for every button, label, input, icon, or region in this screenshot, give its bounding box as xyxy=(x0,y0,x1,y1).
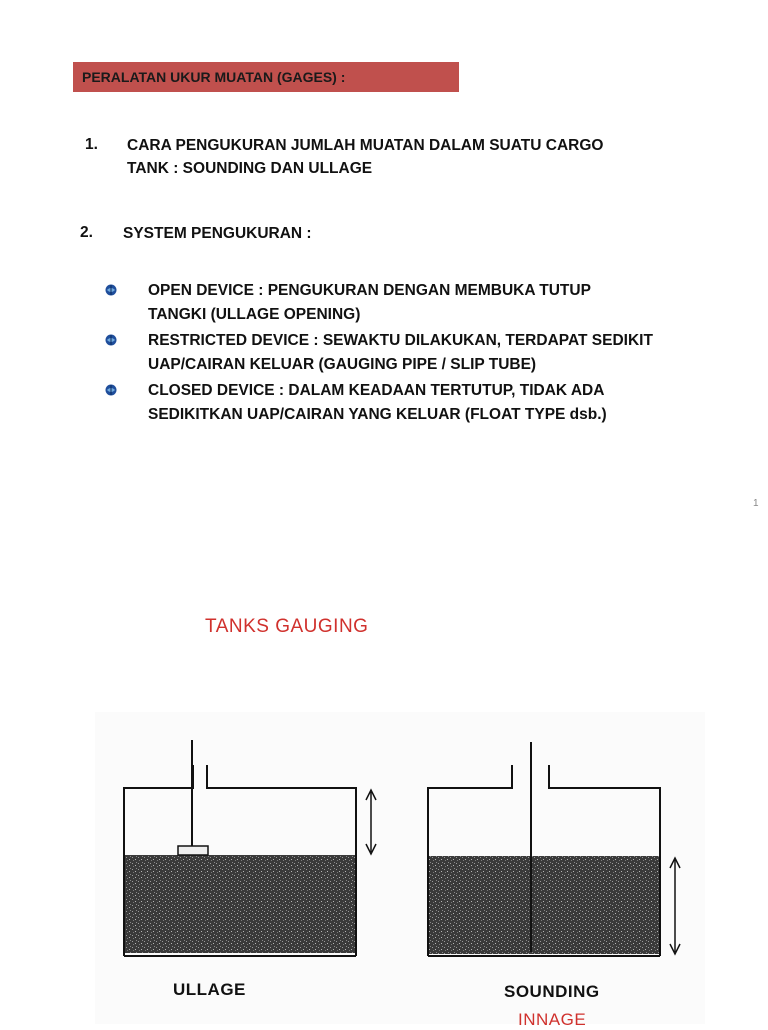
sounding-label: SOUNDING xyxy=(504,982,600,1001)
tank-diagram-svg xyxy=(95,712,705,1024)
globe-bullet-icon xyxy=(105,384,117,396)
ullage-label: ULLAGE xyxy=(173,980,246,999)
header-title: PERALATAN UKUR MUATAN (GAGES) : xyxy=(82,69,346,85)
bullet-line-2: UAP/CAIRAN KELUAR (GAUGING PIPE / SLIP TUBE) xyxy=(148,356,537,373)
ullage-float xyxy=(178,846,208,855)
item-number: 2. xyxy=(80,224,93,241)
header-bar xyxy=(73,62,459,92)
innage-label: INNAGE xyxy=(518,1010,587,1029)
bullet-line-1: OPEN DEVICE : PENGUKURAN DENGAN MEMBUKA TUTUP xyxy=(148,282,591,299)
item-number: 1. xyxy=(85,136,98,153)
tank-gauging-diagram xyxy=(95,712,705,1029)
bullet-line-1: CLOSED DEVICE : DALAM KEADAAN TERTUTUP, TIDAK ADA xyxy=(148,382,605,399)
page-number: 1 xyxy=(753,498,759,509)
item-line-2: TANK : SOUNDING DAN ULLAGE xyxy=(127,160,373,177)
bullet-line-1: RESTRICTED DEVICE : SEWAKTU DILAKUKAN, TERDAPAT SEDIKIT xyxy=(148,332,653,349)
globe-bullet-icon xyxy=(105,334,117,346)
bullet-line-2: SEDIKITKAN UAP/CAIRAN YANG KELUAR (FLOAT TYPE dsb.) xyxy=(148,406,607,423)
item-line-1: SYSTEM PENGUKURAN : xyxy=(123,225,312,242)
section-title: TANKS GAUGING xyxy=(205,616,369,637)
globe-bullet-icon xyxy=(105,284,117,296)
sounding-liquid xyxy=(428,856,660,954)
item-line-1: CARA PENGUKURAN JUMLAH MUATAN DALAM SUATU CARGO xyxy=(127,137,604,154)
bullet-line-2: TANGKI (ULLAGE OPENING) xyxy=(148,306,361,323)
ullage-liquid xyxy=(124,855,356,953)
